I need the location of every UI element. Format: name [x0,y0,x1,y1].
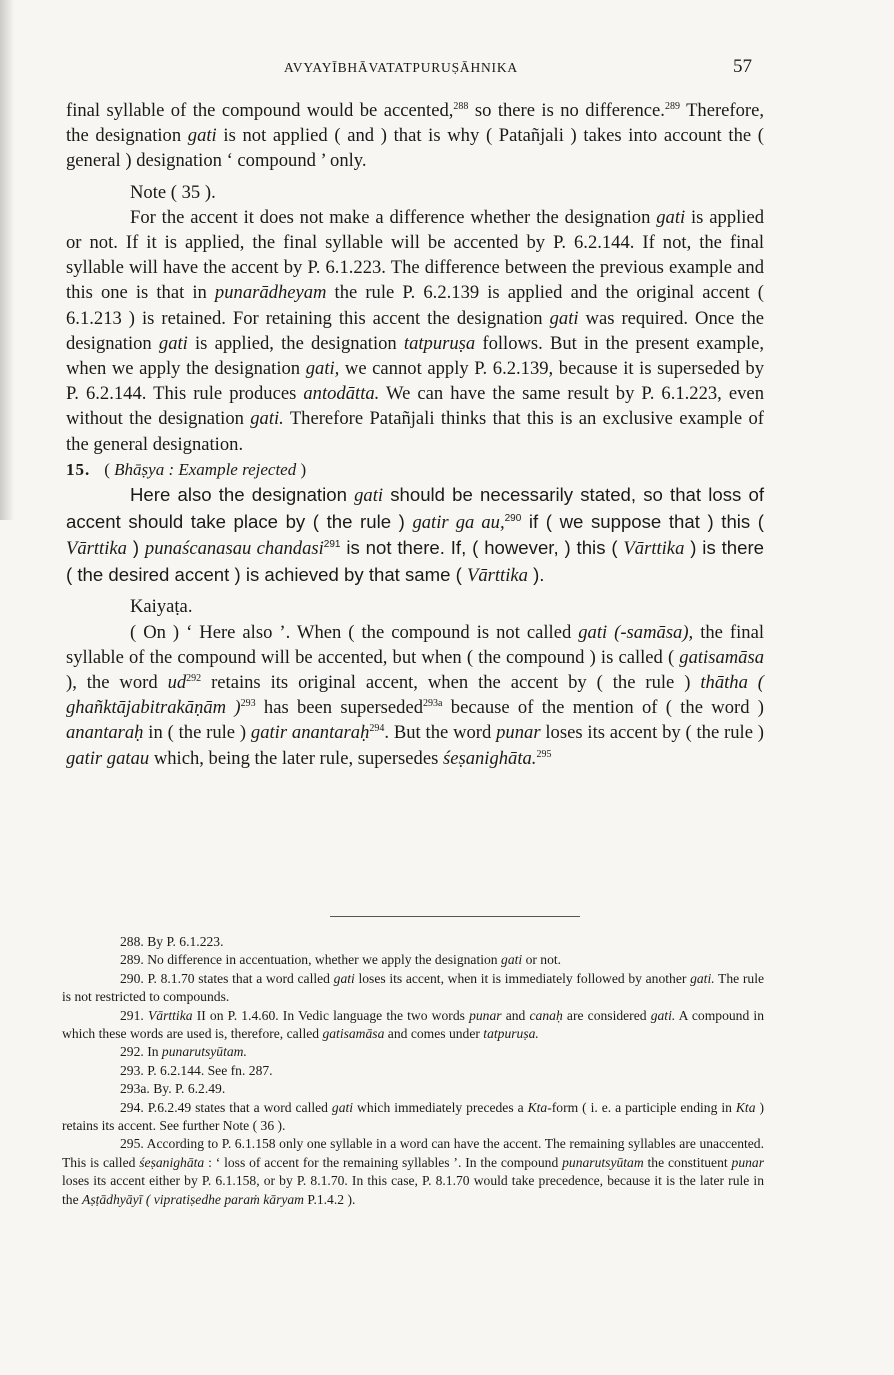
footnote: 295. According to P. 6.1.158 only one syllable in a word can have the accent. The remaining syllables are unaccented. This is called śeṣanighāta : ‘ loss of accent for the remaining syllables ’. In the compound punarutsyūtam the constituent punar loses its accent either by P. 6.1.158, or by P. 8.1.70. In this case, P. 8.1.70 would take precedence, because it is the later rule in the Aṣṭādhyāyī ( vipratiṣedhe paraṁ kāryam P.1.4.2 ). [62,1136,764,1207]
main-text [66,98,764,771]
footnote: 293a. By. P. 6.2.49. [120,1081,226,1097]
running-header [0,58,894,82]
footnote: 292. In punarutsyūtam. [120,1044,247,1060]
kaiyata-heading: Kaiyaṭa. [130,596,193,618]
footnote: 291. Vārttika II on P. 1.4.60. In Vedic language the two words punar and canaḥ are considered gati. A compound in which these words are used is, therefore, called gatisamāsa and comes under tatpuruṣa. [62,1007,765,1042]
section-number: 15. [66,459,91,479]
footnote: 288. By P. 6.1.223. [120,934,224,949]
footnote: 289. No difference in accentuation, whether we apply the designation gati or not. [120,952,562,968]
footnote: 294. P.6.2.49 states that a word called gati which immediately precedes a Kta-form ( i. e. a participle ending in Kta ) retains its accent. See further Note ( 36 ). [62,1099,764,1134]
footnotes [62,933,764,1209]
note-heading: Note ( 35 ). [130,181,216,203]
paragraph-1: final syllable of the compound would be accented,$^{288}$ so there is no difference.$^{289}$ Therefore, the designation gati is not applied ( and ) that is why ( Patañjali ) takes into account the ( general ) designation ‘ compound ’ only. [66,100,765,172]
section-15-heading: 15. ( Bhāṣya : Example rejected ) [66,459,307,479]
bhasya-paragraph: Here also the designation gati should be necessarily stated, so that loss of accent should take place by ( the rule ) gatir ga au,$^{290}$ if ( we suppose that ) this ( Vārttika ) punaścanasau chandasi$^{291}$ is not there. If, ( however, ) this ( Vārttika ) is there ( the desired accent ) is achieved by that same ( Vārttika ). [66,484,765,586]
page-number: 57 [733,56,752,77]
footnote: 293. P. 6.2.144. See fn. 287. [120,1062,273,1078]
paragraph-2: For the accent it does not make a difference whether the designation gati is applied or not. If it is applied, the final syllable will be accented by P. 6.2.144. If not, the final syllable will have the accent by P. 6.1.223. The difference between the previous example and this one is that in punarādheyam the rule P. 6.2.139 is applied and the original accent ( 6.1.213 ) is retained. For retaining this accent the designation gati was required. Once the designation gati is applied, the designation tatpuruṣa follows. But in the present example, when we apply the designation gati, we cannot apply P. 6.2.139, because it is superseded by P. 6.2.144. This rule produces antodātta. We can have the same result by P. 6.1.223, even without the designation gati. Therefore Patañjali thinks that this is an exclusive example of the general designation. [66,206,765,455]
footnote: 290. P. 8.1.70 states that a word called gati loses its accent, when it is immediately followed by another gati. The rule is not restricted to compounds. [62,970,764,1005]
kaiyata-paragraph: ( On ) ‘ Here also ’. When ( the compound is not called gati (-samāsa), the final syllable of the compound will be accented, but when ( the compound ) is called ( gatisamāsa ), the word $ud^{292}$ retains its original accent, when the accent by ( the rule ) thātha ( ghañktājabitrakāṇām )$^{293}$ has been superseded$^{293a}$ because of the mention of ( the word ) anantaraḥ in ( the rule ) gatir anantaraḥ$^{294}$. But the word punar loses its accent by ( the rule ) gatir gatau which, being the later rule, supersedes śeṣanighāta.$^{295}$ [66,621,764,769]
running-title: AVYAYĪBHĀVATATPURUṢĀHNIKA [284,60,518,75]
footnote-divider [330,916,580,917]
